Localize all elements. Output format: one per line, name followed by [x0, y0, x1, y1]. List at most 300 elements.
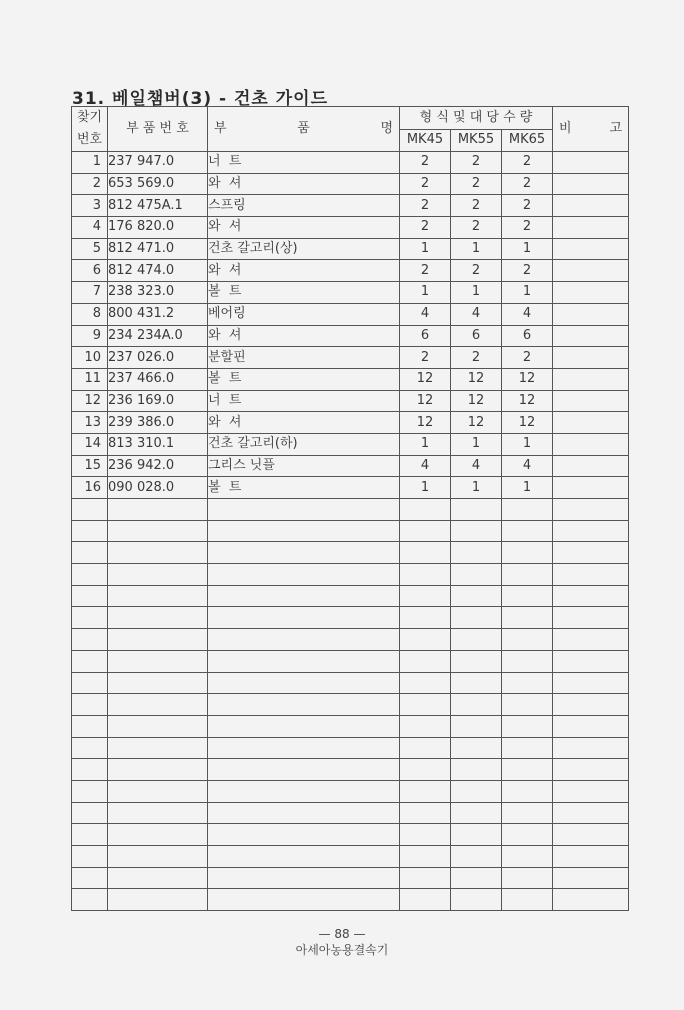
empty-cell [108, 542, 208, 564]
header-find-no-line1: 찾기 [76, 110, 103, 125]
empty-cell [108, 672, 208, 694]
header-remarks [553, 107, 629, 152]
qty-mk65-cell: 12 [502, 390, 553, 412]
empty-cell [72, 715, 108, 737]
empty-row [72, 715, 629, 737]
empty-cell [108, 607, 208, 629]
qty-mk45-cell: 1 [400, 282, 451, 304]
part-no-cell: 176 820.0 [108, 217, 208, 239]
remarks-cell [553, 152, 629, 174]
empty-cell [108, 824, 208, 846]
empty-cell [502, 520, 553, 542]
qty-mk45-cell: 1 [400, 433, 451, 455]
qty-mk45-cell: 2 [400, 347, 451, 369]
part-name-cell: 볼 트 [208, 368, 400, 390]
part-name-cell: 와 셔 [208, 325, 400, 347]
empty-row [72, 867, 629, 889]
table-row [72, 368, 629, 390]
empty-row [72, 499, 629, 521]
qty-mk65-cell: 12 [502, 412, 553, 434]
empty-row [72, 629, 629, 651]
empty-cell [502, 542, 553, 564]
qty-mk45-cell: 2 [400, 195, 451, 217]
qty-mk45-cell: 4 [400, 455, 451, 477]
part-name-cell: 와 셔 [208, 412, 400, 434]
empty-cell [451, 564, 502, 586]
qty-mk45-cell: 1 [400, 238, 451, 260]
empty-cell [451, 759, 502, 781]
empty-cell [451, 499, 502, 521]
qty-mk55-cell: 12 [451, 390, 502, 412]
empty-cell [208, 564, 400, 586]
remarks-cell [553, 347, 629, 369]
remarks-cell [553, 455, 629, 477]
empty-cell [451, 607, 502, 629]
empty-cell [400, 564, 451, 586]
qty-mk65-cell: 1 [502, 282, 553, 304]
part-name-cell: 너 트 [208, 390, 400, 412]
empty-cell [400, 737, 451, 759]
qty-mk45-cell: 1 [400, 477, 451, 499]
empty-cell [502, 759, 553, 781]
remarks-cell [553, 173, 629, 195]
empty-cell [72, 607, 108, 629]
qty-mk55-cell: 2 [451, 217, 502, 239]
empty-cell [451, 780, 502, 802]
part-name-cell: 와 셔 [208, 260, 400, 282]
empty-cell [400, 846, 451, 868]
empty-cell [208, 585, 400, 607]
part-no-cell: 234 234A.0 [108, 325, 208, 347]
part-no-cell: 812 471.0 [108, 238, 208, 260]
empty-cell [72, 759, 108, 781]
qty-mk45-cell: 2 [400, 260, 451, 282]
header-part-name-2: 품 [297, 121, 310, 136]
empty-cell [72, 846, 108, 868]
part-name-cell: 와 셔 [208, 173, 400, 195]
empty-cell [553, 867, 629, 889]
empty-cell [208, 780, 400, 802]
parts-table [71, 106, 629, 911]
empty-cell [553, 802, 629, 824]
qty-mk65-cell: 2 [502, 260, 553, 282]
empty-cell [502, 650, 553, 672]
empty-cell [400, 889, 451, 911]
part-no-cell: 813 310.1 [108, 433, 208, 455]
empty-cell [400, 499, 451, 521]
empty-row [72, 889, 629, 911]
empty-cell [108, 585, 208, 607]
empty-cell [400, 780, 451, 802]
empty-cell [451, 585, 502, 607]
remarks-cell [553, 217, 629, 239]
remarks-cell [553, 390, 629, 412]
table-row [72, 455, 629, 477]
find-no-cell: 11 [72, 368, 108, 390]
empty-cell [553, 542, 629, 564]
empty-cell [553, 780, 629, 802]
empty-cell [553, 520, 629, 542]
empty-cell [400, 694, 451, 716]
find-no-cell: 1 [72, 152, 108, 174]
qty-mk55-cell: 4 [451, 303, 502, 325]
empty-cell [400, 629, 451, 651]
qty-mk45-cell: 4 [400, 303, 451, 325]
qty-mk65-cell: 4 [502, 303, 553, 325]
part-no-cell: 239 386.0 [108, 412, 208, 434]
table-row [72, 303, 629, 325]
empty-cell [553, 499, 629, 521]
qty-mk55-cell: 2 [451, 260, 502, 282]
empty-cell [208, 672, 400, 694]
remarks-cell [553, 368, 629, 390]
empty-cell [400, 607, 451, 629]
table-row [72, 347, 629, 369]
empty-row [72, 802, 629, 824]
table-row [72, 325, 629, 347]
empty-cell [451, 846, 502, 868]
find-no-cell: 3 [72, 195, 108, 217]
qty-mk45-cell: 2 [400, 217, 451, 239]
empty-cell [502, 672, 553, 694]
qty-mk45-cell: 12 [400, 368, 451, 390]
table-row [72, 390, 629, 412]
empty-cell [208, 499, 400, 521]
empty-row [72, 780, 629, 802]
empty-cell [502, 694, 553, 716]
qty-mk45-cell: 2 [400, 173, 451, 195]
empty-cell [108, 650, 208, 672]
empty-cell [502, 737, 553, 759]
remarks-cell [553, 412, 629, 434]
qty-mk55-cell: 1 [451, 433, 502, 455]
empty-cell [451, 802, 502, 824]
empty-cell [72, 672, 108, 694]
empty-cell [553, 889, 629, 911]
empty-cell [400, 542, 451, 564]
find-no-cell: 15 [72, 455, 108, 477]
find-no-cell: 9 [72, 325, 108, 347]
empty-cell [502, 846, 553, 868]
empty-row [72, 520, 629, 542]
part-no-cell: 653 569.0 [108, 173, 208, 195]
empty-cell [208, 520, 400, 542]
header-remarks-2: 고 [609, 121, 623, 136]
empty-cell [400, 520, 451, 542]
part-no-cell: 812 474.0 [108, 260, 208, 282]
part-name-cell: 분할핀 [208, 347, 400, 369]
empty-cell [400, 759, 451, 781]
remarks-cell [553, 477, 629, 499]
find-no-cell: 10 [72, 347, 108, 369]
header-row [72, 107, 629, 130]
part-name-cell: 건초 갈고리(상) [208, 238, 400, 260]
part-no-cell: 236 169.0 [108, 390, 208, 412]
empty-cell [72, 520, 108, 542]
header-part-name-1: 부 [214, 121, 227, 136]
empty-cell [502, 780, 553, 802]
empty-cell [108, 520, 208, 542]
empty-cell [108, 759, 208, 781]
qty-mk55-cell: 2 [451, 347, 502, 369]
empty-cell [502, 802, 553, 824]
empty-cell [502, 889, 553, 911]
empty-cell [208, 715, 400, 737]
empty-cell [502, 715, 553, 737]
empty-cell [108, 715, 208, 737]
part-no-cell: 238 323.0 [108, 282, 208, 304]
empty-cell [208, 650, 400, 672]
empty-cell [502, 867, 553, 889]
empty-cell [72, 737, 108, 759]
qty-mk55-cell: 1 [451, 238, 502, 260]
table-row [72, 152, 629, 174]
empty-cell [553, 564, 629, 586]
find-no-cell: 2 [72, 173, 108, 195]
remarks-cell [553, 282, 629, 304]
header-model-mk45: MK45 [400, 129, 451, 152]
find-no-cell: 16 [72, 477, 108, 499]
empty-cell [553, 824, 629, 846]
empty-row [72, 759, 629, 781]
qty-mk45-cell: 2 [400, 152, 451, 174]
empty-cell [108, 737, 208, 759]
empty-cell [72, 694, 108, 716]
empty-row [72, 564, 629, 586]
find-no-cell: 14 [72, 433, 108, 455]
table-row [72, 238, 629, 260]
qty-mk55-cell: 4 [451, 455, 502, 477]
qty-mk55-cell: 2 [451, 152, 502, 174]
remarks-cell [553, 195, 629, 217]
empty-cell [502, 564, 553, 586]
remarks-cell [553, 260, 629, 282]
empty-cell [108, 629, 208, 651]
part-name-cell: 볼 트 [208, 477, 400, 499]
empty-cell [400, 867, 451, 889]
qty-mk45-cell: 12 [400, 390, 451, 412]
qty-mk65-cell: 2 [502, 152, 553, 174]
empty-row [72, 542, 629, 564]
part-no-cell: 236 942.0 [108, 455, 208, 477]
header-part-name-3: 명 [380, 121, 393, 136]
empty-cell [108, 564, 208, 586]
header-remarks-1: 비 [559, 121, 572, 136]
empty-row [72, 672, 629, 694]
empty-cell [451, 694, 502, 716]
empty-row [72, 607, 629, 629]
empty-cell [108, 846, 208, 868]
qty-mk55-cell: 1 [451, 282, 502, 304]
empty-cell [108, 780, 208, 802]
empty-cell [208, 867, 400, 889]
empty-cell [72, 780, 108, 802]
empty-cell [553, 694, 629, 716]
header-qty-group: 형 식 및 대 당 수 량 [400, 107, 553, 130]
empty-cell [553, 585, 629, 607]
empty-row [72, 824, 629, 846]
part-name-cell: 너 트 [208, 152, 400, 174]
page-footer [0, 926, 684, 958]
empty-cell [72, 889, 108, 911]
empty-cell [108, 499, 208, 521]
header-part-no: 부 품 번 호 [108, 107, 208, 152]
empty-cell [553, 846, 629, 868]
part-name-cell: 볼 트 [208, 282, 400, 304]
qty-mk45-cell: 6 [400, 325, 451, 347]
empty-cell [553, 672, 629, 694]
qty-mk55-cell: 1 [451, 477, 502, 499]
find-no-cell: 12 [72, 390, 108, 412]
empty-cell [502, 499, 553, 521]
qty-mk55-cell: 6 [451, 325, 502, 347]
empty-row [72, 846, 629, 868]
qty-mk65-cell: 12 [502, 368, 553, 390]
page-number: — 88 — [318, 927, 366, 941]
empty-cell [553, 715, 629, 737]
remarks-cell [553, 433, 629, 455]
part-no-cell: 237 026.0 [108, 347, 208, 369]
qty-mk65-cell: 2 [502, 217, 553, 239]
qty-mk65-cell: 2 [502, 195, 553, 217]
empty-cell [451, 629, 502, 651]
empty-cell [208, 759, 400, 781]
empty-cell [400, 715, 451, 737]
empty-cell [72, 824, 108, 846]
empty-cell [208, 846, 400, 868]
empty-cell [72, 867, 108, 889]
table-row [72, 195, 629, 217]
header-model-mk65: MK65 [502, 129, 553, 152]
page-title: 31. 베일챔버(3) - 건초 가이드 [72, 89, 329, 109]
find-no-cell: 5 [72, 238, 108, 260]
empty-cell [451, 672, 502, 694]
find-no-cell: 4 [72, 217, 108, 239]
remarks-cell [553, 303, 629, 325]
empty-cell [502, 629, 553, 651]
part-name-cell: 와 셔 [208, 217, 400, 239]
empty-cell [108, 802, 208, 824]
empty-cell [208, 802, 400, 824]
empty-cell [72, 585, 108, 607]
empty-cell [400, 650, 451, 672]
empty-cell [451, 889, 502, 911]
empty-cell [553, 759, 629, 781]
part-no-cell: 237 947.0 [108, 152, 208, 174]
empty-cell [400, 802, 451, 824]
table-row [72, 433, 629, 455]
empty-row [72, 694, 629, 716]
table-row [72, 260, 629, 282]
find-no-cell: 6 [72, 260, 108, 282]
empty-cell [502, 824, 553, 846]
empty-cell [208, 737, 400, 759]
table-row [72, 217, 629, 239]
empty-cell [502, 607, 553, 629]
empty-cell [208, 629, 400, 651]
header-part-name [208, 107, 400, 152]
qty-mk65-cell: 1 [502, 238, 553, 260]
table-row [72, 477, 629, 499]
header-model-mk55: MK55 [451, 129, 502, 152]
qty-mk65-cell: 1 [502, 477, 553, 499]
table-row [72, 412, 629, 434]
empty-cell [208, 694, 400, 716]
empty-cell [553, 650, 629, 672]
find-no-cell: 13 [72, 412, 108, 434]
part-no-cell: 237 466.0 [108, 368, 208, 390]
empty-cell [451, 867, 502, 889]
find-no-cell: 7 [72, 282, 108, 304]
empty-cell [502, 585, 553, 607]
qty-mk65-cell: 6 [502, 325, 553, 347]
qty-mk65-cell: 1 [502, 433, 553, 455]
part-no-cell: 800 431.2 [108, 303, 208, 325]
empty-cell [108, 867, 208, 889]
empty-cell [208, 824, 400, 846]
empty-cell [451, 715, 502, 737]
empty-cell [72, 650, 108, 672]
qty-mk55-cell: 2 [451, 173, 502, 195]
empty-row [72, 650, 629, 672]
empty-cell [208, 889, 400, 911]
empty-cell [108, 889, 208, 911]
table-row [72, 173, 629, 195]
part-no-cell: 812 475A.1 [108, 195, 208, 217]
qty-mk55-cell: 12 [451, 412, 502, 434]
qty-mk55-cell: 2 [451, 195, 502, 217]
part-name-cell: 건초 갈고리(하) [208, 433, 400, 455]
empty-cell [553, 737, 629, 759]
empty-cell [451, 737, 502, 759]
part-name-cell: 베어링 [208, 303, 400, 325]
qty-mk45-cell: 12 [400, 412, 451, 434]
part-name-cell: 스프링 [208, 195, 400, 217]
part-name-cell: 그리스 닛플 [208, 455, 400, 477]
empty-cell [451, 542, 502, 564]
empty-cell [72, 629, 108, 651]
empty-cell [451, 650, 502, 672]
empty-cell [400, 585, 451, 607]
empty-cell [72, 802, 108, 824]
empty-cell [451, 824, 502, 846]
qty-mk65-cell: 2 [502, 173, 553, 195]
empty-cell [208, 607, 400, 629]
empty-cell [72, 542, 108, 564]
empty-cell [400, 672, 451, 694]
empty-cell [400, 824, 451, 846]
publisher-name: 아세아농용결속기 [295, 943, 389, 957]
empty-cell [451, 520, 502, 542]
empty-row [72, 737, 629, 759]
empty-cell [108, 694, 208, 716]
qty-mk65-cell: 2 [502, 347, 553, 369]
empty-cell [208, 542, 400, 564]
empty-cell [72, 499, 108, 521]
qty-mk65-cell: 4 [502, 455, 553, 477]
empty-cell [553, 607, 629, 629]
remarks-cell [553, 238, 629, 260]
empty-row [72, 585, 629, 607]
table-row [72, 282, 629, 304]
qty-mk55-cell: 12 [451, 368, 502, 390]
header-find-no [72, 107, 108, 152]
empty-cell [72, 564, 108, 586]
part-no-cell: 090 028.0 [108, 477, 208, 499]
find-no-cell: 8 [72, 303, 108, 325]
remarks-cell [553, 325, 629, 347]
header-find-no-line2: 번호 [76, 132, 103, 147]
